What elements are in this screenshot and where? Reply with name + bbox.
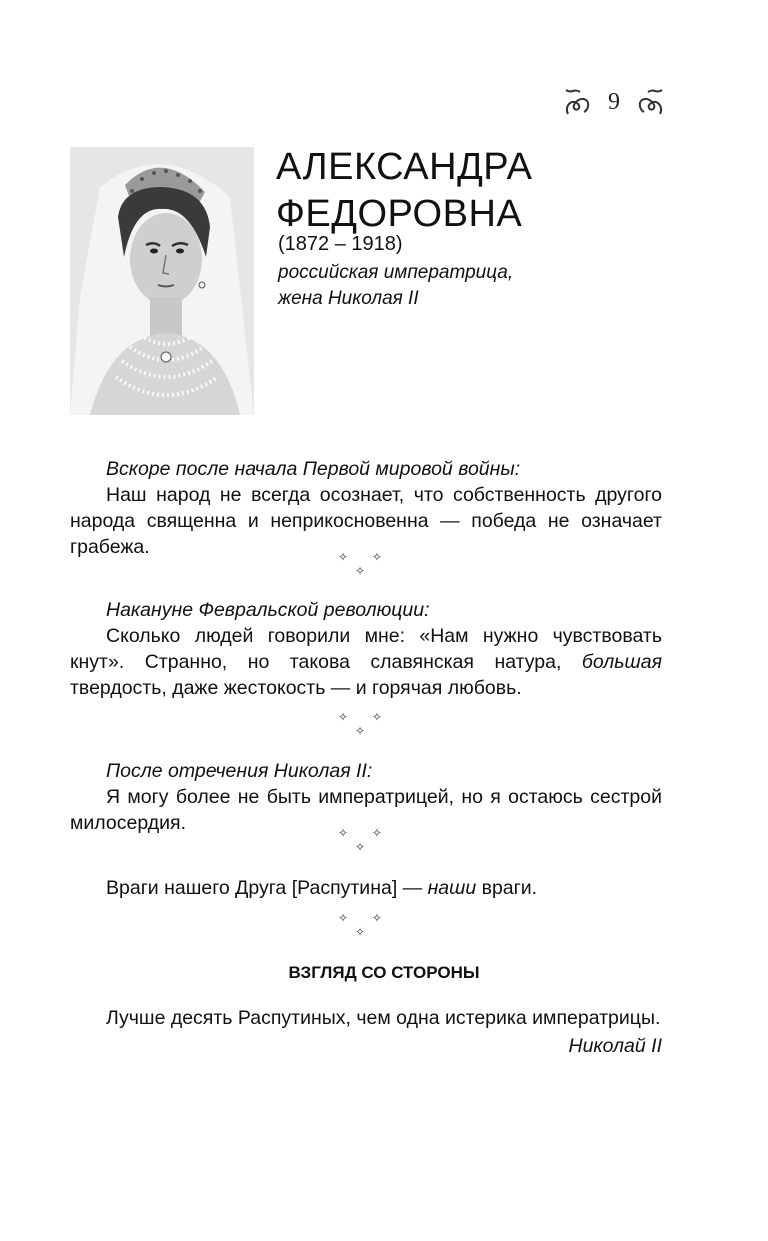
section-text: Я могу более не быть императрицей, но я остаюсь сестрой милосердия. — [70, 786, 662, 834]
role-line-1: российская императрица, — [278, 262, 514, 283]
quote-section-1 — [70, 456, 662, 560]
title-line-1: АЛЕКСАНДРА — [276, 146, 533, 188]
life-years: (1872 – 1918) — [278, 233, 403, 255]
section-heading: ВЗГЛЯД СО СТОРОНЫ — [288, 963, 480, 982]
page-number — [562, 82, 666, 122]
section-text-emphasis: наши — [427, 877, 477, 899]
portrait-image — [70, 147, 254, 415]
section-intro: Накануне Февральской революции: — [106, 599, 430, 621]
separator-stars: ✧ ✧ ✧ — [338, 550, 392, 578]
quote-author: Николай II — [568, 1035, 662, 1057]
section-text-part-b: твердость, даже жестокость — и горячая любовь. — [70, 677, 522, 699]
title-line-2: ФЕДОРОВНА — [276, 193, 523, 235]
left-flourish-icon — [562, 84, 594, 120]
role-line-2: жена Николая II — [278, 288, 419, 309]
section-text: Наш народ не всегда осознает, что собственность другого народа священна и неприкосновенна — победа не означает грабежа. — [70, 484, 662, 558]
outside-quote: Лучше десять Распутиных, чем одна истерика императрицы. — [106, 1007, 661, 1029]
section-text — [70, 623, 662, 701]
quote-section-3 — [70, 758, 662, 836]
right-flourish-icon — [634, 84, 666, 120]
quote-section-4 — [70, 875, 662, 901]
separator-stars: ✧ ✧ ✧ — [338, 911, 392, 939]
section-text-part-a: Враги нашего Друга [Распутина] — — [106, 877, 428, 899]
quote-section-2 — [70, 597, 662, 701]
page-title — [276, 144, 696, 238]
page-number-text: 9 — [608, 88, 620, 115]
role-description — [278, 260, 678, 312]
section-text — [70, 875, 662, 901]
section-text-emphasis: большая — [581, 651, 662, 673]
separator-stars: ✧ ✧ ✧ — [338, 710, 392, 738]
section-text-part-a: Сколько людей говорили мне: «Нам нужно чувствовать кнут». Странно, но такова славянская натура, — [70, 625, 662, 673]
section-intro: Вскоре после начала Первой мировой войны: — [106, 458, 521, 480]
separator-stars: ✧ ✧ ✧ — [338, 826, 392, 854]
section-intro: После отречения Николая II: — [106, 760, 373, 782]
section-text-part-b: враги. — [476, 877, 538, 899]
